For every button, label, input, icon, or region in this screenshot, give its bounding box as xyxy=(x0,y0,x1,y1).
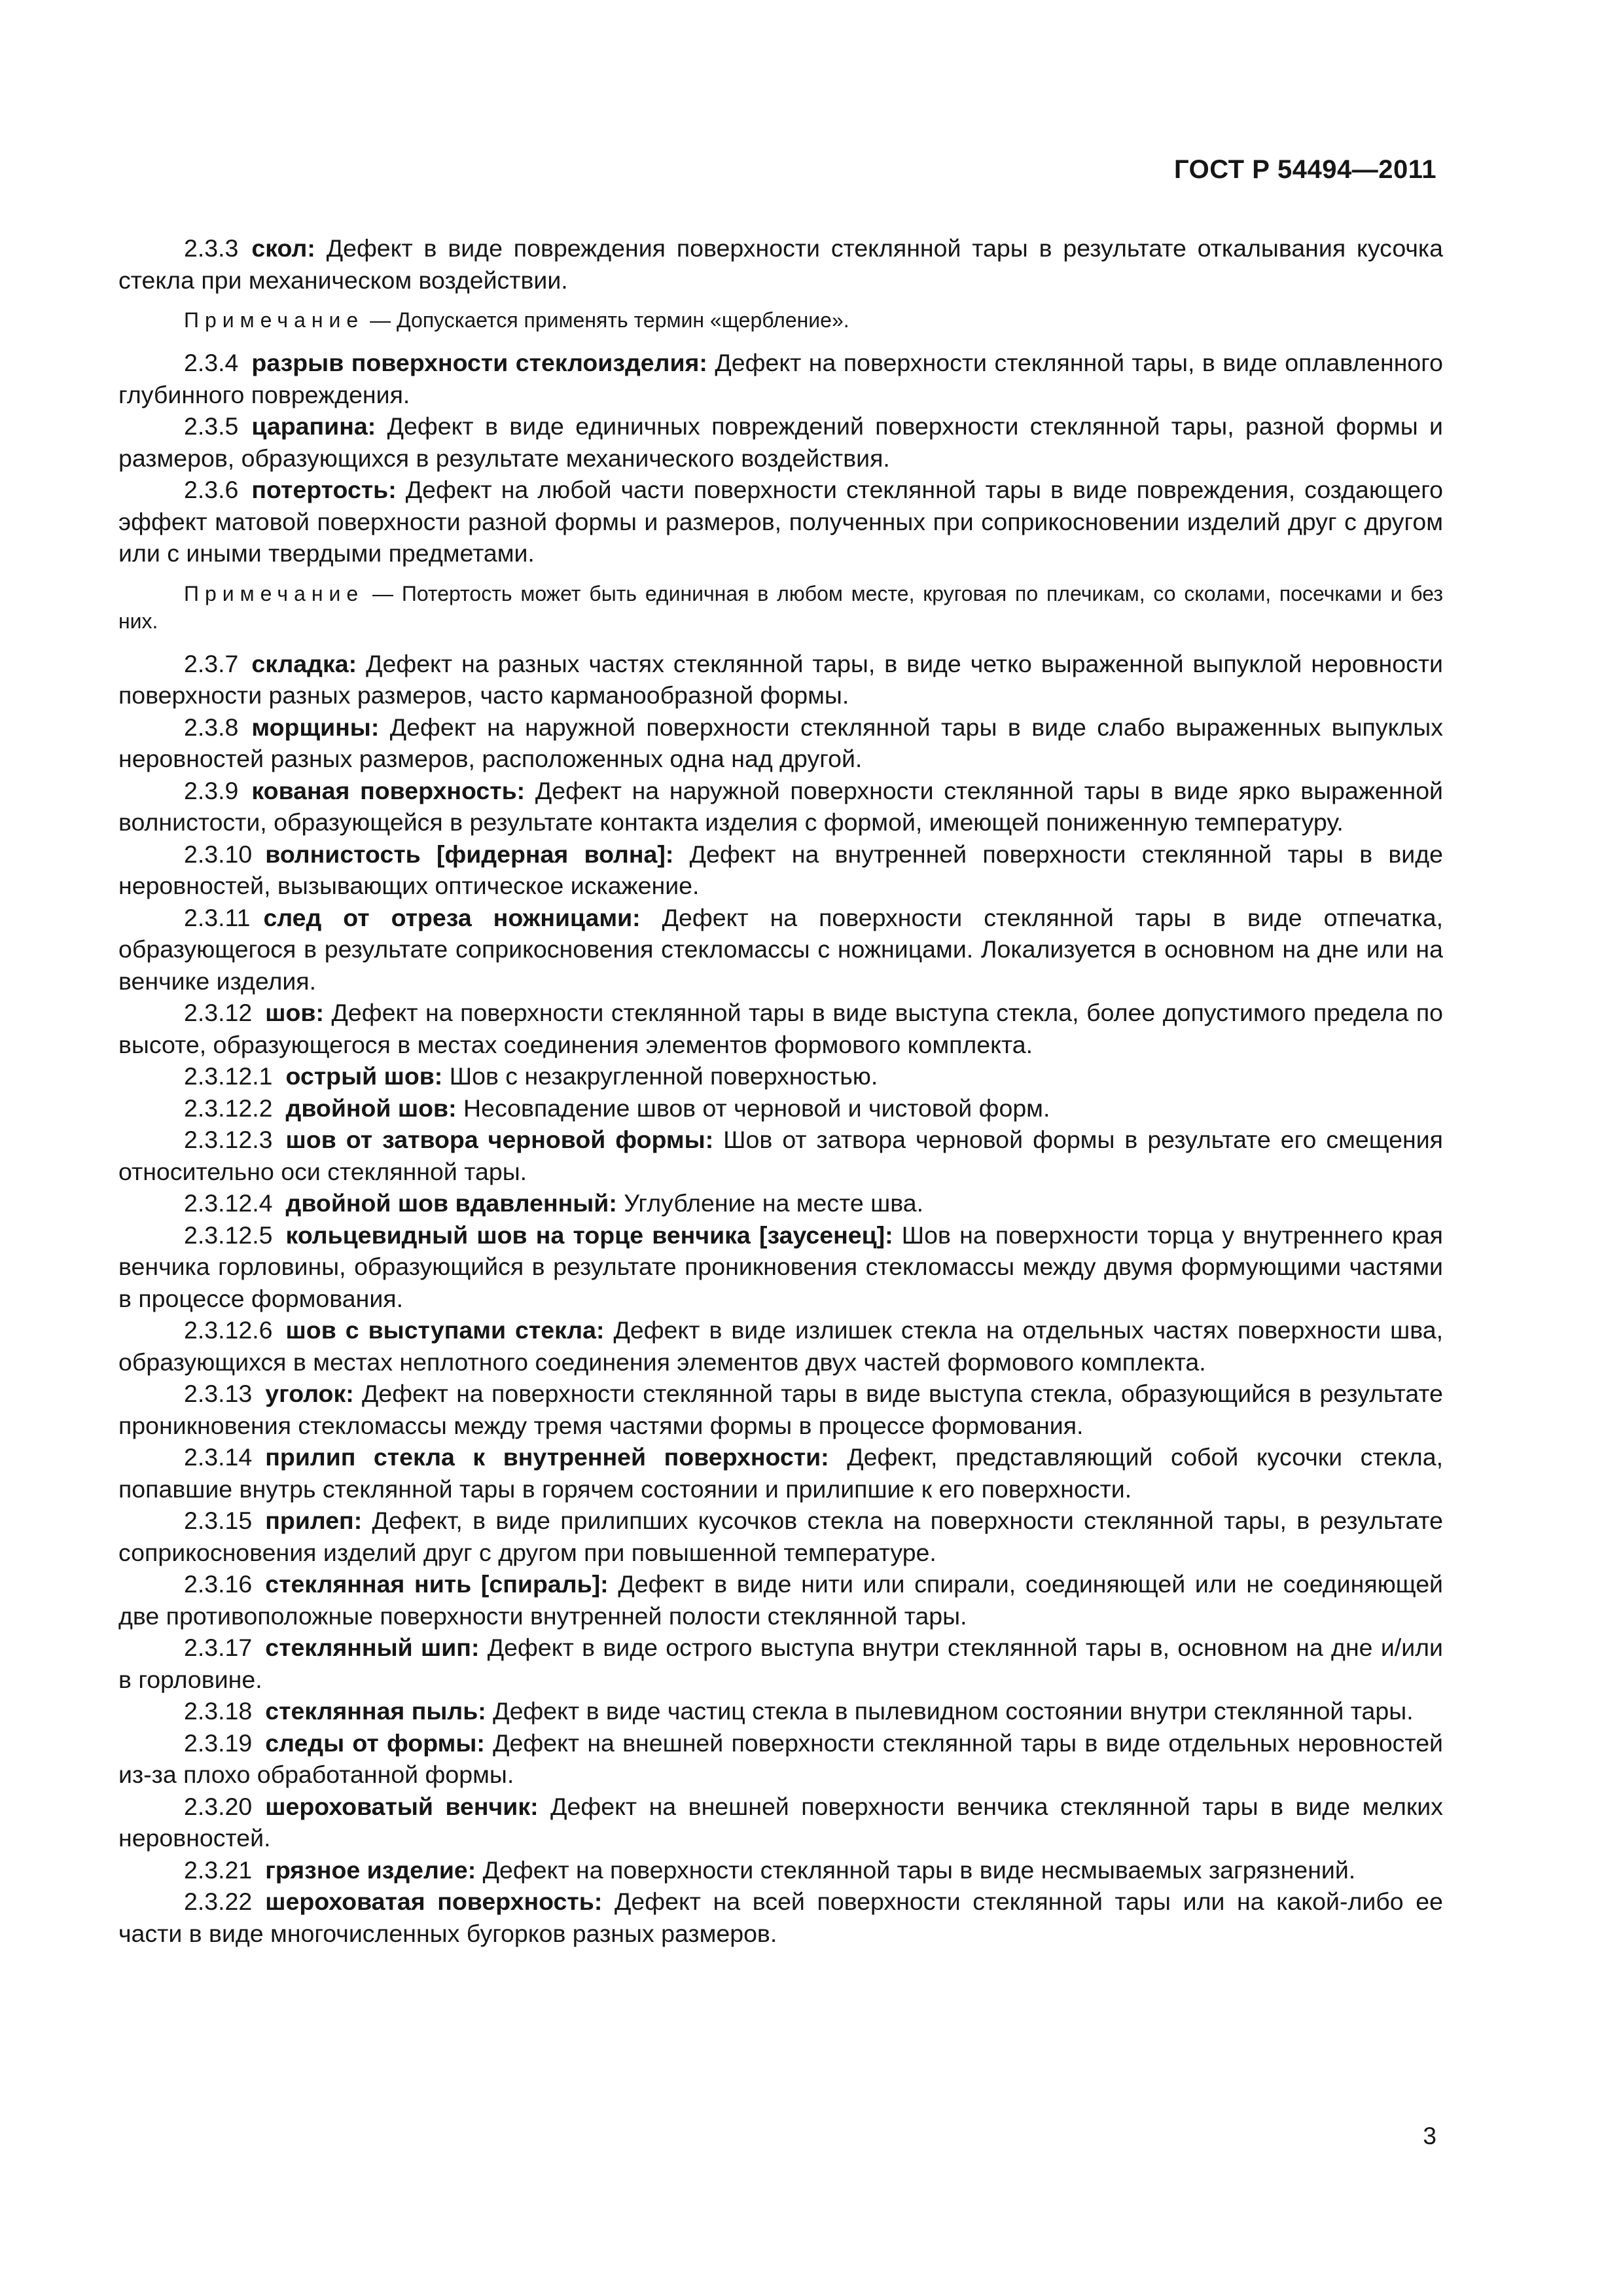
page-number: 3 xyxy=(1423,2123,1436,2149)
definition-item xyxy=(118,1854,1443,1886)
term: двойной шов: xyxy=(285,1094,457,1122)
clause-number: 2.3.13 xyxy=(184,1380,253,1407)
definition-item xyxy=(118,1060,1443,1092)
clause-number: 2.3.14 xyxy=(184,1443,253,1471)
clause-number: 2.3.17 xyxy=(184,1634,253,1661)
clause-number: 2.3.12.4 xyxy=(184,1189,273,1217)
term: шов от затвора черновой формы: xyxy=(285,1126,714,1153)
clause-number: 2.3.20 xyxy=(184,1792,253,1820)
definition-text: Углубление на месте шва. xyxy=(616,1189,924,1217)
clause-number: 2.3.12.6 xyxy=(184,1316,273,1344)
definition-item xyxy=(118,1568,1443,1632)
clause-number: 2.3.12.5 xyxy=(184,1221,273,1249)
definition-item xyxy=(118,1124,1443,1187)
definition-text: Дефект в виде единичных повреждений поверхности стеклянной тары, разной формы и размеров, образующихся в результате механического воздействия. xyxy=(118,412,1443,472)
term: шероховатый венчик: xyxy=(265,1792,539,1820)
term: царапина: xyxy=(251,412,376,440)
definition-item xyxy=(118,711,1443,775)
definition-item xyxy=(118,1441,1443,1505)
definition-text: Дефект в виде излишек стекла на отдельных частях поверхности шва, образующихся в местах неплотного соединения элементов двух частей формового комплекта. xyxy=(118,1316,1443,1376)
term: грязное изделие: xyxy=(265,1856,476,1884)
definition-item xyxy=(118,648,1443,711)
clause-number: 2.3.15 xyxy=(184,1507,253,1534)
term: прилип стекла к внутренней поверхности: xyxy=(265,1443,829,1471)
note-text: — Допускается применять термин «щербление». xyxy=(364,308,849,332)
clause-number: 2.3.12 xyxy=(184,999,253,1026)
clause-number: 2.3.7 xyxy=(184,649,239,677)
definition-text: Дефект на поверхности стеклянной тары в виде выступа стекла, более допустимого предела по высоте, образующегося в местах соединения элементов формового комплекта. xyxy=(118,999,1443,1058)
term: двойной шов вдавленный: xyxy=(285,1189,617,1217)
definition-item xyxy=(118,1886,1443,1949)
definition-text: Дефект на внешней поверхности венчика стеклянной тары в виде мелких неровностей. xyxy=(118,1792,1443,1852)
definition-text: Дефект на всей поверхности стеклянной тары или на какой-либо ее части в виде многочисленных бугорков разных размеров. xyxy=(118,1888,1444,1947)
clause-number: 2.3.10 xyxy=(184,840,253,868)
term: следы от формы: xyxy=(265,1729,485,1757)
definition-text: Дефект на внутренней поверхности стеклянной тары в виде неровностей, вызывающих оптическое искажение. xyxy=(118,840,1443,899)
note xyxy=(118,580,1443,635)
term: скол: xyxy=(251,234,315,262)
definition-text: Шов от затвора черновой формы в результате его смещения относительно оси стеклянной тары. xyxy=(118,1126,1443,1185)
definition-item xyxy=(118,838,1443,902)
definition-item xyxy=(118,1695,1443,1727)
definition-item xyxy=(118,1632,1443,1695)
definition-text: Шов на поверхности торца у внутреннего края венчика горловины, образующийся в результате проникновения стекломассы между двумя формующими частями в процессе формования. xyxy=(118,1221,1443,1312)
definition-text: Дефект на поверхности стеклянной тары в виде выступа стекла, образующийся в результате проникновения стекломассы между тремя частями формы в процессе формования. xyxy=(118,1380,1443,1439)
note-label: Примечание xyxy=(184,581,365,605)
document-header: ГОСТ Р 54494—2011 xyxy=(1174,155,1436,184)
definition-text: Несовпадение швов от черновой и чистовой форм. xyxy=(456,1094,1050,1122)
clause-number: 2.3.19 xyxy=(184,1729,253,1757)
term: острый шов: xyxy=(285,1062,443,1090)
definition-item xyxy=(118,775,1443,838)
definition-text: Дефект на поверхности стеклянной тары, в виде оплавленного глубинного повреждения. xyxy=(118,349,1443,408)
definition-item xyxy=(118,1092,1443,1124)
definition-item xyxy=(118,1219,1443,1315)
definition-item xyxy=(118,1378,1443,1441)
definition-text: Дефект на наружной поверхности стеклянной тары в виде ярко выраженной волнистости, образующейся в результате контакта изделия с формой, имеющей пониженную температуру. xyxy=(118,776,1444,836)
definition-text: Дефект в виде нити или спирали, соединяющей или не соединяющей две противоположные поверхности внутренней полости стеклянной тары. xyxy=(118,1570,1444,1630)
document-body xyxy=(118,232,1443,1949)
definition-text: Дефект на поверхности стеклянной тары в виде несмываемых загрязнений. xyxy=(476,1856,1356,1884)
clause-number: 2.3.11 xyxy=(184,903,251,931)
definition-text: Дефект, в виде прилипших кусочков стекла на поверхности стеклянной тары, в результате соприкосновения изделий друг с другом при повышенной температуре. xyxy=(118,1507,1443,1566)
clause-number: 2.3.18 xyxy=(184,1697,253,1725)
definition-text: Дефект на наружной поверхности стеклянной тары в виде слабо выраженных выпуклых неровностей разных размеров, расположенных одна над другой. xyxy=(118,713,1443,772)
term: кованая поверхность: xyxy=(251,776,526,804)
clause-number: 2.3.4 xyxy=(184,349,239,376)
term: шов: xyxy=(265,999,324,1026)
term: прилеп: xyxy=(265,1507,363,1534)
definition-item xyxy=(118,902,1443,997)
clause-number: 2.3.16 xyxy=(184,1570,253,1598)
definition-text: Дефект в виде повреждения поверхности стеклянной тары в результате откалывания кусочка стекла при механическом воздействии. xyxy=(118,234,1443,294)
definition-text: Дефект в виде острого выступа внутри стеклянной тары в, основном на дне и/или в горловине. xyxy=(118,1634,1443,1693)
definition-text: Дефект на поверхности стеклянной тары в виде отпечатка, образующегося в результате соприкосновения стекломассы с ножницами. Локализуется в основном на дне или на венчике изделия. xyxy=(118,903,1443,995)
definition-text: Дефект на внешней поверхности стеклянной тары в виде отдельных неровностей из-за плохо обработанной формы. xyxy=(118,1729,1443,1788)
definition-item xyxy=(118,474,1443,569)
definition-item xyxy=(118,1505,1443,1568)
term: разрыв поверхности стеклоизделия: xyxy=(251,349,707,376)
term: складка: xyxy=(251,649,357,677)
term: кольцевидный шов на торце венчика [заусенец]: xyxy=(285,1221,893,1249)
term: стеклянная нить [спираль]: xyxy=(265,1570,609,1598)
definition-text: Дефект в виде частиц стекла в пылевидном состоянии внутри стеклянной тары. xyxy=(486,1697,1414,1725)
clause-number: 2.3.12.2 xyxy=(184,1094,273,1122)
clause-number: 2.3.12.3 xyxy=(184,1126,273,1153)
term: стеклянная пыль: xyxy=(265,1697,486,1725)
definition-item xyxy=(118,1314,1443,1378)
term: морщины: xyxy=(251,713,380,741)
note-text: — Потертость может быть единичная в любом месте, круговая по плечикам, со сколами, посечками и без них. xyxy=(118,581,1443,633)
clause-number: 2.3.12.1 xyxy=(184,1062,273,1090)
definition-text: Шов с незакругленной поверхностью. xyxy=(442,1062,878,1090)
term: стеклянный шип: xyxy=(265,1634,480,1661)
term: волнистость [фидерная волна]: xyxy=(265,840,674,868)
definition-item xyxy=(118,1791,1443,1854)
definition-text: Дефект на разных частях стеклянной тары, в виде четко выраженной выпуклой неровности поверхности разных размеров, часто карманообразной формы. xyxy=(118,649,1443,709)
definition-item xyxy=(118,1187,1443,1219)
definition-item xyxy=(118,232,1443,296)
term: шов с выступами стекла: xyxy=(285,1316,605,1344)
clause-number: 2.3.21 xyxy=(184,1856,253,1884)
clause-number: 2.3.5 xyxy=(184,412,239,440)
clause-number: 2.3.22 xyxy=(184,1888,253,1915)
term: след от отреза ножницами: xyxy=(263,903,641,931)
term: уголок: xyxy=(265,1380,354,1407)
definition-item xyxy=(118,410,1443,474)
note xyxy=(118,306,1443,334)
clause-number: 2.3.9 xyxy=(184,776,239,804)
clause-number: 2.3.3 xyxy=(184,234,239,262)
definition-text: Дефект, представляющий собой кусочки стекла, попавшие внутрь стеклянной тары в горячем состоянии и прилипшие к его поверхности. xyxy=(118,1443,1443,1503)
definition-item xyxy=(118,347,1443,410)
clause-number: 2.3.8 xyxy=(184,713,239,741)
definition-item xyxy=(118,997,1443,1060)
definition-text: Дефект на любой части поверхности стеклянной тары в виде повреждения, создающего эффект матовой поверхности разной формы и размеров, полученных при соприкосновении изделий друг с другом или с иными твердыми предметами. xyxy=(118,476,1443,567)
note-label: Примечание xyxy=(184,308,365,332)
clause-number: 2.3.6 xyxy=(184,476,239,503)
definition-item xyxy=(118,1727,1443,1791)
term: потертость: xyxy=(251,476,397,503)
term: шероховатая поверхность: xyxy=(265,1888,603,1915)
